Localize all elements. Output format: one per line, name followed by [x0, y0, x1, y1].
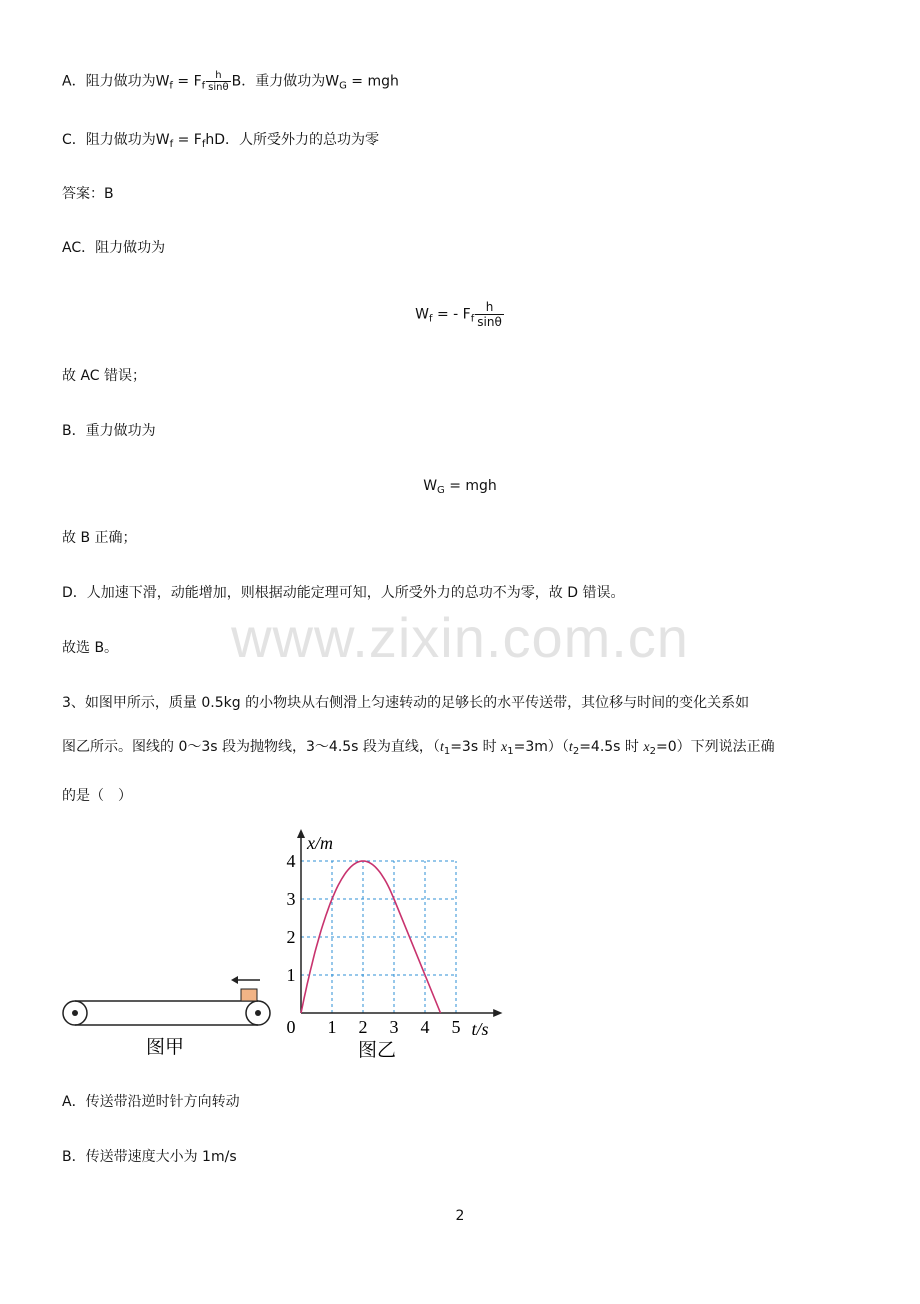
y-axis-label: x/m	[307, 833, 333, 853]
small-block	[241, 989, 257, 1001]
y-axis-arrow-icon	[297, 829, 305, 838]
conveyor-belt-diagram	[63, 976, 270, 1025]
final-answer: 故选 B。	[62, 640, 119, 656]
fraction-h-over-sin: $\frac{h}{\sin\theta}$	[477, 300, 502, 329]
displacement-time-graph	[287, 829, 503, 1039]
x-axis-arrow-icon	[493, 1009, 502, 1017]
question-line-2: 图乙所示。图线的 0～3s 段为抛物线，3～4.5s 段为直线，（$t_1=3s$ 时 $x_1=3m)(t_2=4.5s$ 时 $x_2=0$）下列说法正确	[62, 739, 775, 757]
answer-line: 答案：B	[62, 186, 114, 202]
caption-right: 图乙	[357, 1040, 397, 1061]
option-a: A．传送带沿逆时针方向转动	[62, 1094, 240, 1110]
equation-work-friction: $W_f$ = - $F_f$ $\frac{h}{\sin\theta}$	[415, 300, 502, 329]
y-tick-label: 2	[286, 927, 296, 947]
y-tick-label: 4	[286, 851, 296, 871]
x-tick-label: 3	[389, 1017, 399, 1037]
y-tick-label: 3	[286, 889, 296, 909]
question-line-1: 3、如图甲所示，质量 0.5kg 的小物块从右侧滑上匀速转动的足够长的水平传送带，其位移与时间的变化关系如	[62, 695, 750, 711]
equation-work-gravity: $W_G$ = mgh	[423, 478, 497, 496]
x-tick-label: 4	[420, 1017, 430, 1037]
watermark: www.zixin.com.cn	[231, 606, 689, 669]
caption-left: 图甲	[145, 1037, 185, 1058]
left-pulley-axle	[72, 1010, 78, 1016]
option-b: B．传送带速度大小为 1m/s	[62, 1149, 237, 1165]
x-tick-label: 5	[451, 1017, 461, 1037]
arrow-head-icon	[231, 976, 238, 984]
x-tick-label: 1	[327, 1017, 337, 1037]
question-3	[62, 681, 852, 818]
b-intro: B．重力做功为	[62, 423, 156, 439]
ac-intro: AC．阻力做功为	[62, 240, 166, 256]
x-tick-label: 2	[358, 1017, 368, 1037]
y-tick-label: 1	[286, 965, 296, 985]
x-axis-label: t/s	[471, 1019, 489, 1039]
question-line-3: 的是（ ）	[62, 788, 132, 804]
figure-conveyor-and-graph	[55, 825, 515, 1070]
options-cd-line: C．阻力做功为$W_f = F_fhD$．人所受外力的总功为零	[62, 132, 380, 150]
right-pulley-axle	[255, 1010, 261, 1016]
fraction-h-over-sin: $\frac{h}{\sin\theta}$	[208, 70, 229, 93]
b-conclusion: 故 B 正确；	[62, 530, 137, 546]
d-explanation: D．人加速下滑，动能增加，则根据动能定理可知，人所受外力的总功不为零，故 D 错误。	[62, 585, 625, 601]
ac-conclusion: 故 AC 错误；	[62, 368, 147, 384]
origin-label: 0	[286, 1017, 296, 1037]
page-number: 2	[455, 1208, 465, 1224]
options-ab-line: A．阻力做功为$W_f = F_f$ $\frac{h}{\sin\theta}$ B．重力做功为$W_G$ = mgh	[62, 70, 399, 93]
